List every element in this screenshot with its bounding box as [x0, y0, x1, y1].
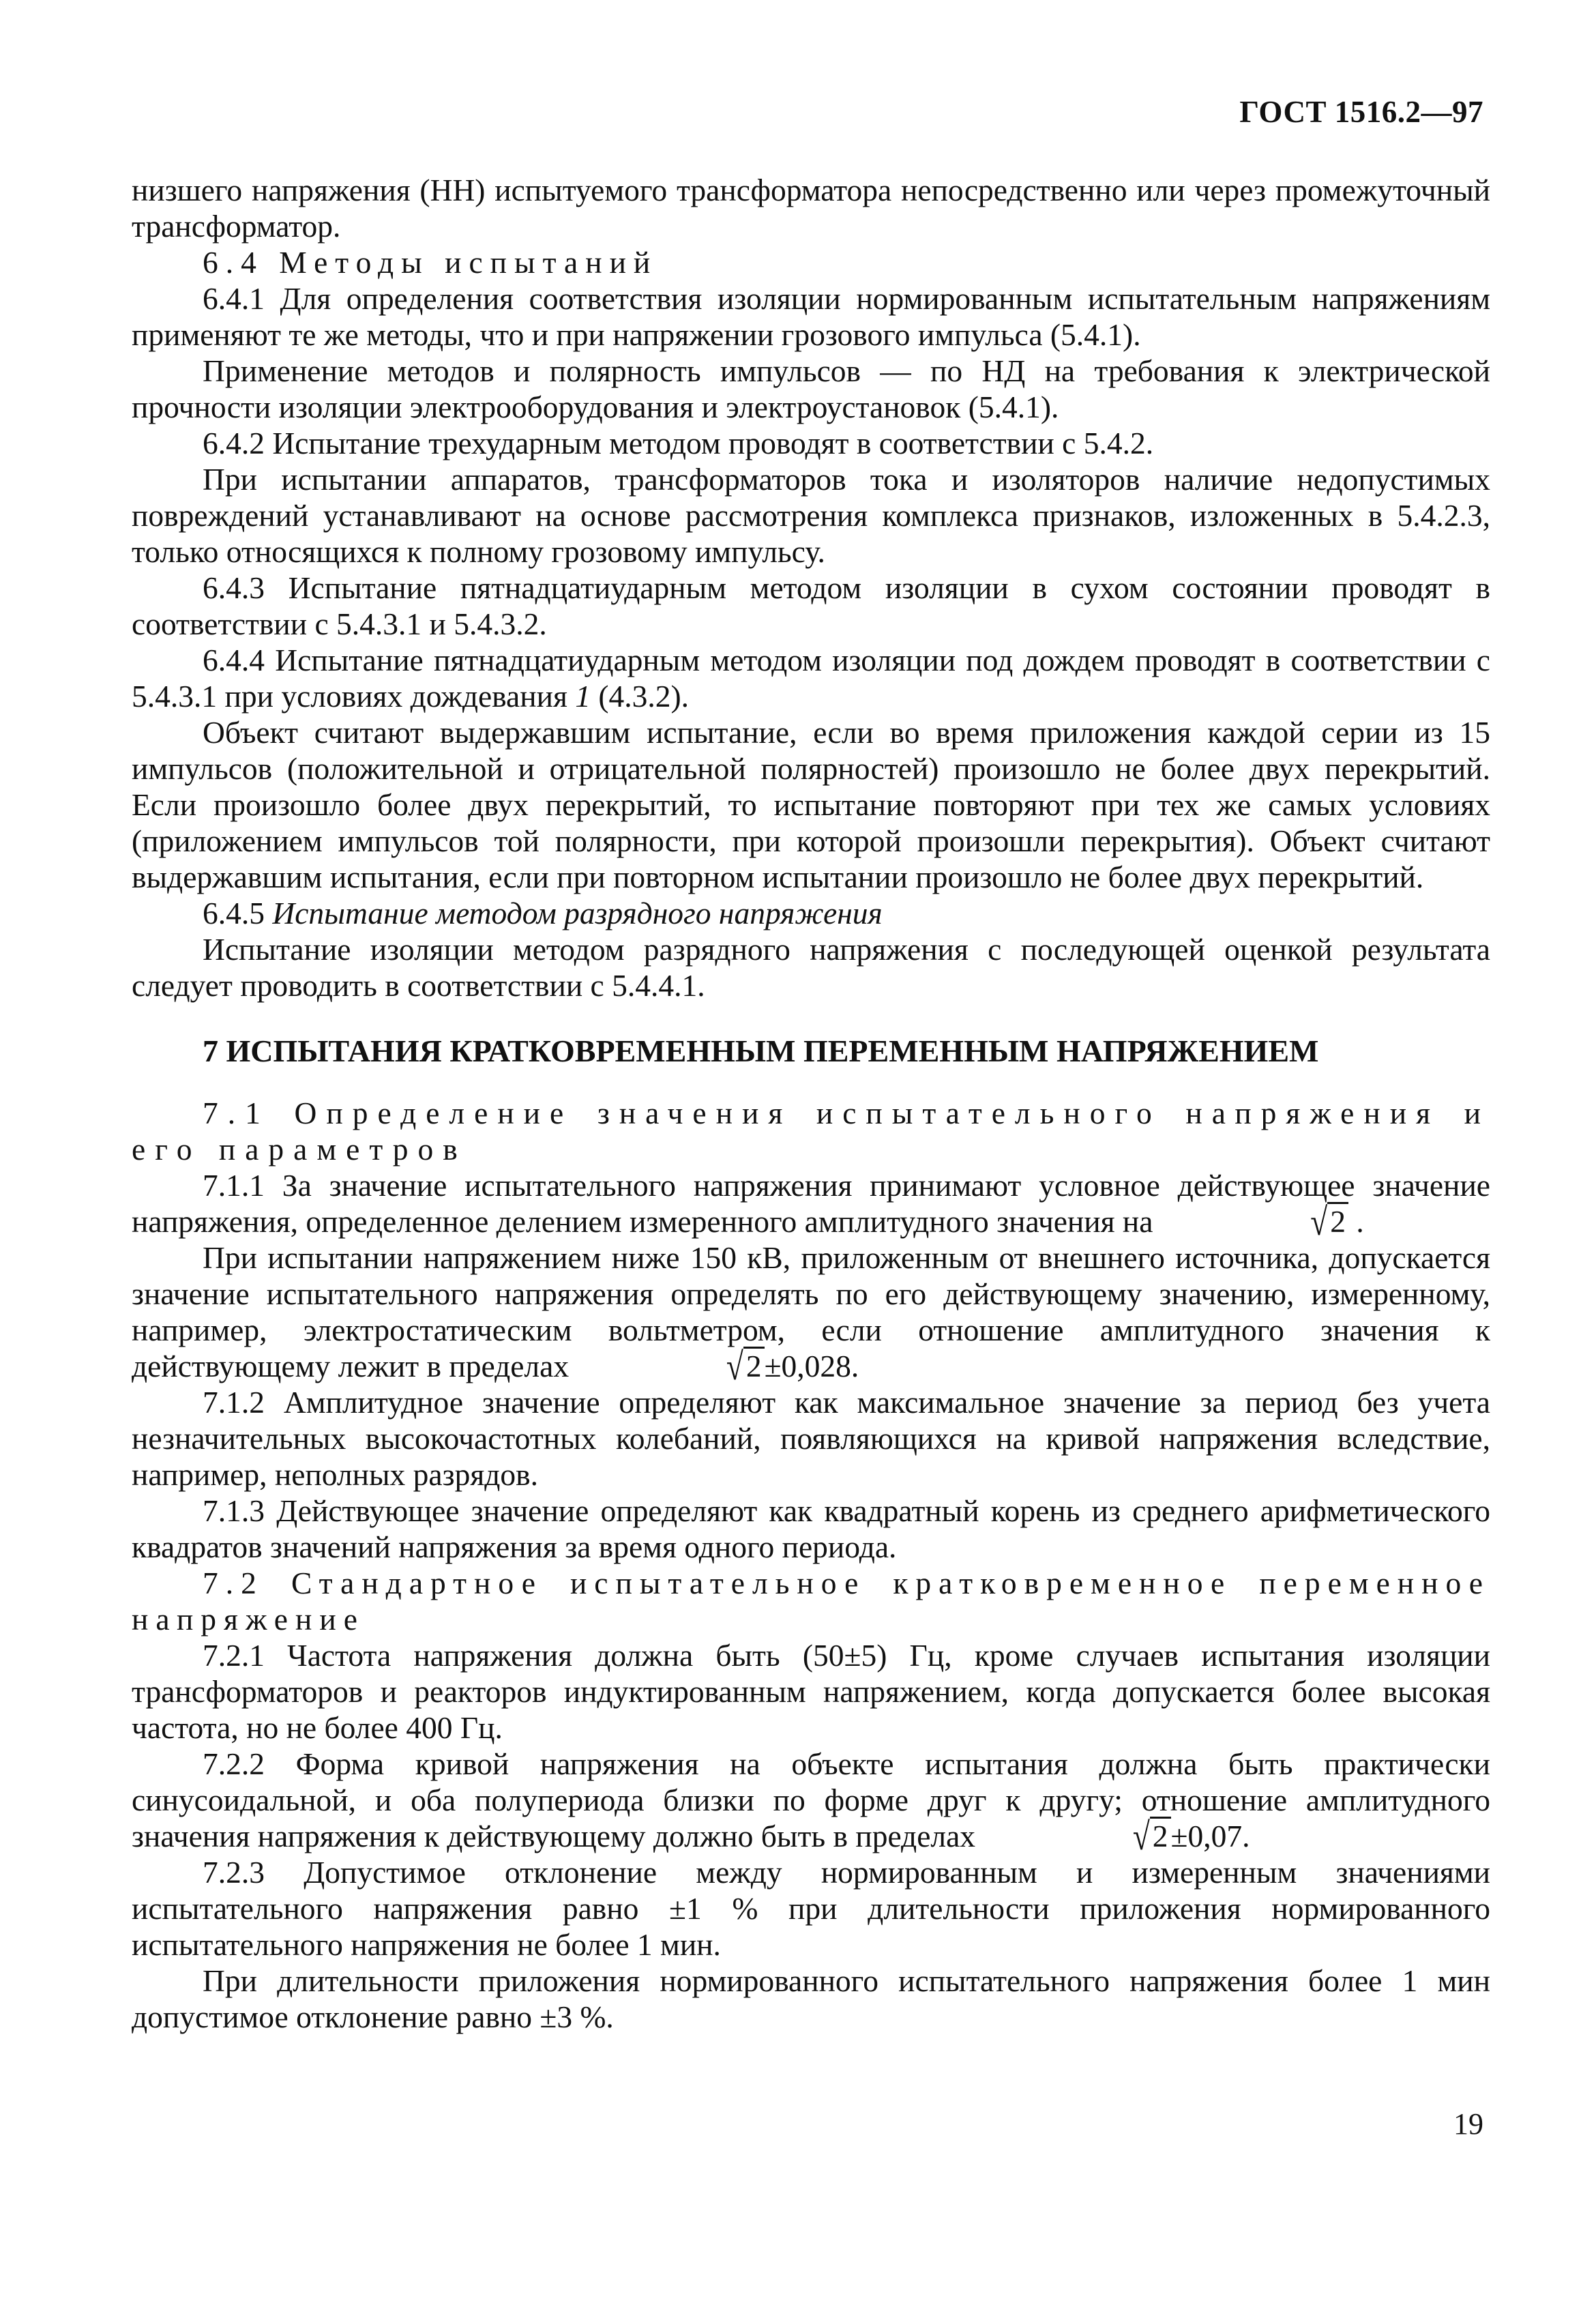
- paragraph-6-4-4: [132, 642, 1490, 714]
- radicand: 2: [1150, 1817, 1171, 1853]
- paragraph-6-4-2: 6.4.2 Испытание трехударным методом проводят в соответствии с 5.4.2.: [203, 426, 1154, 460]
- paragraph-7-2-3-b: При длительности приложения нормированного испытательного напряжения более 1 мин допустимое отклонение равно ±3 %.: [132, 1963, 1490, 2034]
- paragraph-7-2-2: [132, 1746, 1490, 1858]
- radical-sign: √: [1132, 1814, 1150, 1858]
- period: .: [1356, 1204, 1364, 1239]
- paragraph-7-1-2: 7.1.2 Амплитудное значение определяют как максимальное значение за период без учета незначительных высокочастотных колебаний, появляющихся на кривой напряжения вследствие, например, неполных разрядов.: [132, 1385, 1490, 1492]
- paragraph-6-4-4-b: Объект считают выдержавшим испытание, если во время приложения каждой серии из 15 импульсов (положительной и отрицательной полярностей) произошло не более двух перекрытий. Если произошло более двух перекрытий, то испытание повторяют при тех же самых условиях (приложением импульсов той полярности, при которой произошли перекрытия). Объект считают выдержавшим испытания, если при повторном испытании произошло не более двух перекрытий.: [132, 715, 1490, 894]
- paragraph-6-4-2-b: При испытании аппаратов, трансформаторов тока и изоляторов наличие недопустимых повреждений устанавливают на основе рассмотрения комплекса признаков, изложенных в 5.4.2.3, только относящихся к полному грозовому импульсу.: [132, 462, 1490, 569]
- paragraph-7-2-1: 7.2.1 Частота напряжения должна быть (50±5) Гц, кроме случаев испытания изоляции трансформаторов и реакторов индуктированным напряжением, когда допускается более высокая частота, но не более 400 Гц.: [132, 1638, 1490, 1745]
- page-number: 19: [1453, 2107, 1483, 2141]
- paragraph-6-4-4-text: 6.4.4 Испытание пятнадцатиударным методом изоляции под дождем проводят в соответствии с 5.4.3.1 при условиях дождевания: [132, 643, 1490, 714]
- paragraph-6-4-3: 6.4.3 Испытание пятнадцатиударным методом изоляции в сухом состоянии проводят в соответствии с 5.4.3.1 и 5.4.3.2.: [132, 570, 1490, 641]
- subsection-heading-7-2: 7.2 Стандартное испытательное кратковременное переменное напряжение: [132, 1566, 1490, 1637]
- radicand: 2: [1327, 1202, 1348, 1239]
- radical-sign: √: [726, 1344, 743, 1388]
- tolerance-value: ±0,028.: [764, 1349, 859, 1383]
- tolerance-value: ±0,07.: [1170, 1819, 1250, 1853]
- paragraph-7-1-3: 7.1.3 Действующее значение определяют как квадратный корень из среднего арифметического квадратов значений напряжения за время одного периода.: [132, 1493, 1490, 1564]
- radicand: 2: [743, 1347, 765, 1383]
- radical-sign: √: [1310, 1199, 1328, 1244]
- paragraph-7-1-1-b-text: При испытании напряжением ниже 150 кВ, приложенным от внешнего источника, допускается значение испытательного напряжения определять по его действующему значению, измеренному, например, электростатическим вольтметром, если отношение амплитудного значения к действующему лежит в пределах: [132, 1240, 1490, 1383]
- paragraph-6-4-5: [132, 895, 1490, 931]
- document-body: [132, 172, 1490, 2035]
- paragraph-continuation: низшего напряжения (НН) испытуемого трансформатора непосредственно или через промежуточный трансформатор.: [132, 173, 1490, 244]
- sqrt-formula: [1168, 1199, 1348, 1244]
- subsection-heading-6-4: 6.4 Методы испытаний: [203, 245, 658, 280]
- paragraph-7-2-2-text: 7.2.2 Форма кривой напряжения на объекте испытания должна быть практически синусоидальной, и оба полупериода близки по форме друг к другу; отношение амплитудного значения напряжения к действующему должно быть в пределах: [132, 1746, 1490, 1853]
- document-code-header: ГОСТ 1516.2—97: [1239, 95, 1483, 129]
- paragraph-6-4-5-number: 6.4.5: [203, 896, 273, 930]
- sqrt-formula: [585, 1344, 765, 1388]
- paragraph-6-4-5-b: Испытание изоляции методом разрядного напряжения с последующей оценкой результата следует проводить в соответствии с 5.4.4.1.: [132, 932, 1490, 1003]
- paragraph-6-4-1: 6.4.1 Для определения соответствия изоляции нормированным испытательным напряжениям применяют те же методы, что и при напряжении грозового импульса (5.4.1).: [132, 281, 1490, 352]
- rain-condition-number: 1: [575, 679, 591, 714]
- section-7-title: 7 ИСПЫТАНИЯ КРАТКОВРЕМЕННЫМ ПЕРЕМЕННЫМ НАПРЯЖЕНИЕМ: [203, 1033, 1319, 1068]
- paragraph-6-4-4-ref: (4.3.2).: [591, 679, 690, 714]
- paragraph-7-1-1-b: [132, 1239, 1490, 1388]
- subsection-heading-7-1: 7.1 Определение значения испытательного напряжения и его параметров: [132, 1096, 1490, 1167]
- paragraph-6-4-1-b: Применение методов и полярность импульсов — по НД на требования к электрической прочности изоляции электрооборудования и электроустановок (5.4.1).: [132, 353, 1490, 424]
- paragraph-7-1-1: [132, 1167, 1490, 1244]
- paragraph-7-2-3: 7.2.3 Допустимое отклонение между нормированным и измеренным значениями испытательного напряжения равно ±1 % при длительности приложения нормированного испытательного напряжения не более 1 мин.: [132, 1855, 1490, 1962]
- paragraph-6-4-5-title: Испытание методом разрядного напряжения: [272, 896, 883, 930]
- sqrt-formula: [991, 1814, 1171, 1858]
- paragraph-7-1-1-text: 7.1.1 За значение испытательного напряжения принимают условное действующее значение напряжения, определенное делением измеренного амплитудного значения на: [132, 1168, 1490, 1239]
